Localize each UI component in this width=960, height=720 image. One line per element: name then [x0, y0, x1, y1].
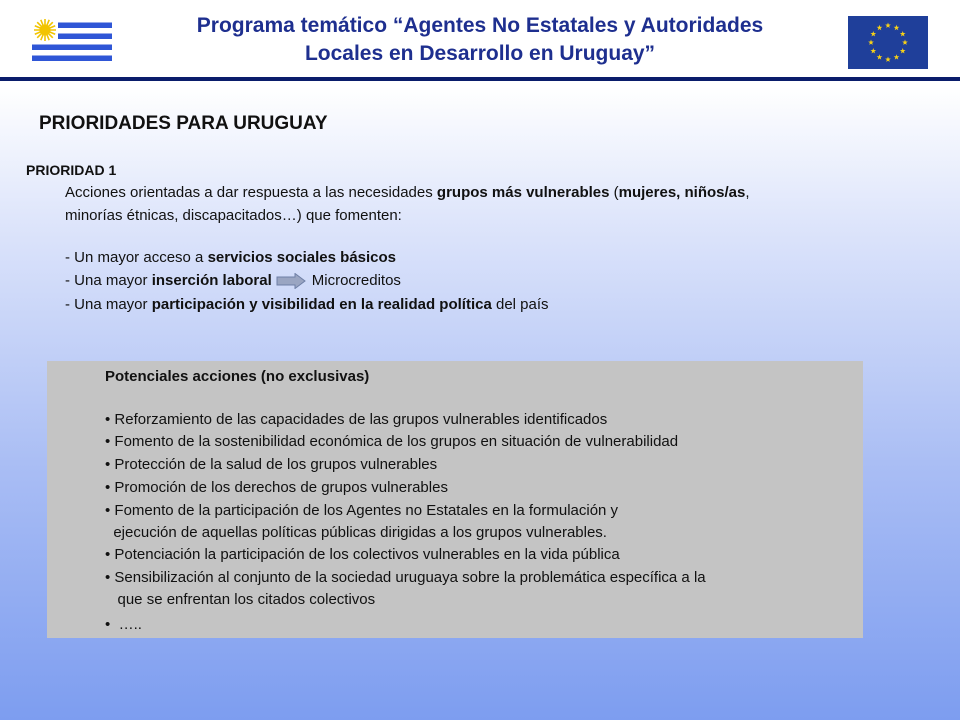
bullet-1-emphasis: servicios sociales básicos — [207, 249, 397, 266]
priority-intro-line-1 — [65, 184, 750, 201]
bullet-3-tail: del país — [491, 296, 549, 313]
potential-actions-box — [47, 361, 863, 638]
box-line: ejecución de aquellas políticas públicas dirigidas a los grupos vulnerables. — [105, 524, 607, 541]
bullet-3-text: - Una mayor — [65, 296, 152, 313]
intro-text-emphasis-2: mujeres, niños/as — [618, 184, 746, 201]
box-heading: Potenciales acciones (no exclusivas) — [105, 368, 370, 385]
box-line: • Protección de la salud de los grupos vulnerables — [105, 456, 438, 473]
priority-bullet-1 — [65, 249, 396, 266]
title-line-2: Locales en Desarrollo en Uruguay” — [304, 42, 656, 65]
priority-bullet-2 — [65, 272, 401, 289]
page-title — [140, 12, 820, 68]
intro-text-emphasis-1: grupos más vulnerables — [436, 184, 610, 201]
box-line: • Sensibilización al conjunto de la sociedad uruguaya sobre la problemática específica a la — [105, 569, 706, 586]
title-line-1: Programa temático “Agentes No Estatales y Autoridades — [196, 14, 764, 37]
box-line: • Promoción de los derechos de grupos vulnerables — [105, 479, 448, 496]
priority-intro-line-2: minorías étnicas, discapacitados…) que fomenten: — [65, 207, 402, 224]
box-line: • Fomento de la participación de los Agentes no Estatales en la formulación y — [105, 502, 619, 519]
box-line: • Reforzamiento de las capacidades de las grupos vulnerables identificados — [105, 411, 608, 428]
intro-text-e: , — [745, 184, 750, 201]
eu-flag-icon — [848, 16, 928, 69]
section-title: PRIORIDADES PARA URUGUAY — [39, 113, 328, 134]
box-line: • ….. — [105, 616, 142, 633]
priority-title: PRIORIDAD 1 — [26, 162, 117, 178]
intro-text-c: ( — [609, 184, 619, 201]
box-line: • Fomento de la sostenibilidad económica de los grupos en situación de vulnerabilidad — [105, 433, 679, 450]
bullet-2-emphasis: inserción laboral — [151, 272, 272, 289]
box-line: que se enfrentan los citados colectivos — [105, 591, 376, 608]
bullet-2-target: Microcreditos — [311, 272, 401, 289]
bullet-1-text: - Un mayor acceso a — [65, 249, 208, 266]
uruguay-flag-icon — [32, 17, 112, 67]
box-line: • Potenciación la participación de los colectivos vulnerables en la vida pública — [105, 546, 620, 563]
priority-bullet-3 — [65, 296, 549, 313]
arrow-right-icon — [276, 273, 306, 289]
sun-icon — [34, 19, 56, 41]
bullet-3-emphasis: participación y visibilidad en la realidad política — [151, 296, 492, 313]
bullet-2-text: - Una mayor — [65, 272, 152, 289]
header-divider — [0, 77, 960, 81]
intro-text-a: Acciones orientadas a dar respuesta a las necesidades — [65, 184, 437, 201]
